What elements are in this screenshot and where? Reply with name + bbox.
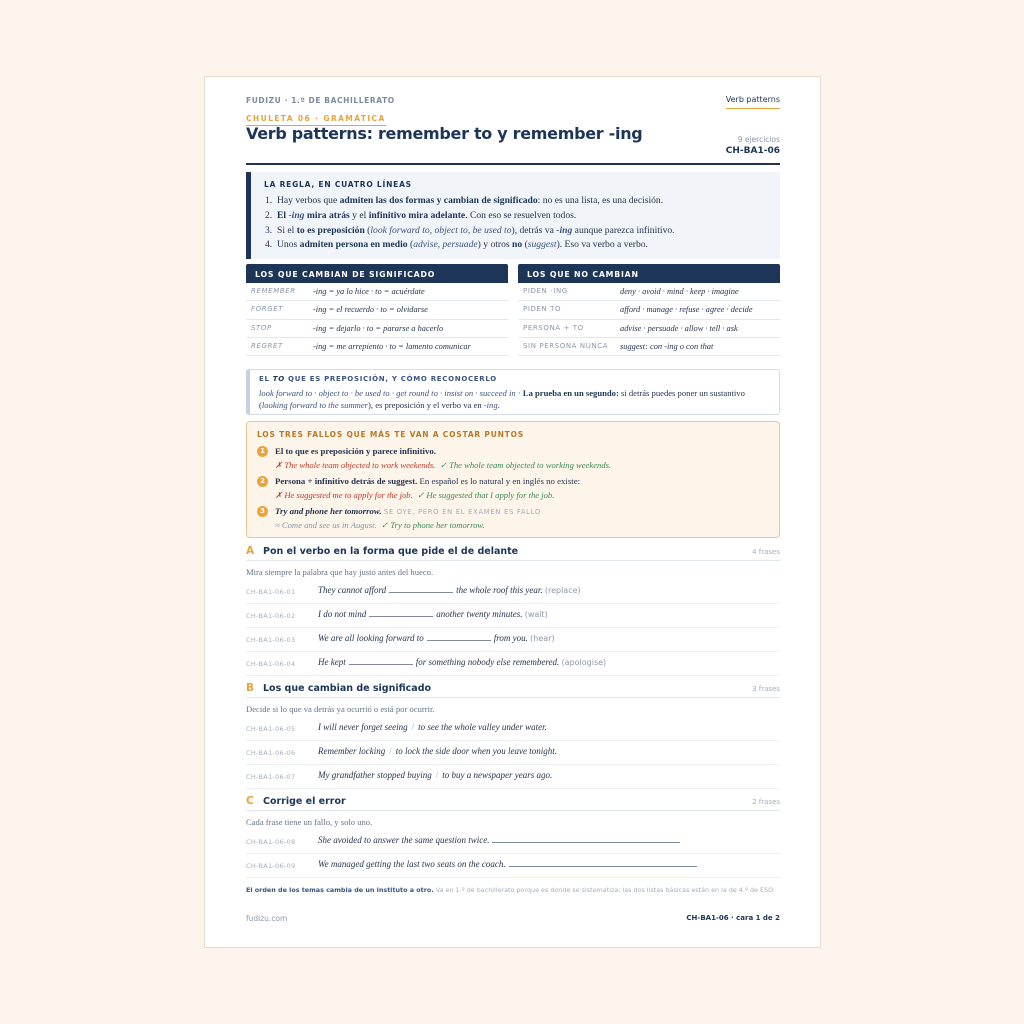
- worksheet-page: [204, 76, 821, 948]
- sheet-code: CH-BA1-06: [725, 146, 780, 156]
- exercise-row: CH-BA1-06-04 He kept for something nobody else remembered. (apologise): [246, 652, 780, 676]
- rule-box: [246, 172, 780, 259]
- topic-link[interactable]: Verb patterns: [726, 95, 780, 109]
- answer-blank[interactable]: [427, 633, 491, 641]
- exercise-row: CH-BA1-06-02 I do not mind another twenty minutes. (wait): [246, 604, 780, 628]
- table-row: PERSONA + TO advise · persuade · allow · tell · ask: [518, 320, 780, 338]
- exercise-row: CH-BA1-06-03 We are all looking forward to from you. (hear): [246, 628, 780, 652]
- number-badge: 3: [257, 506, 268, 517]
- section-a-header: A Pon el verbo en la forma que pide el de delante 4 frases: [246, 545, 780, 561]
- section-c-instructions: Cada frase tiene un fallo, y solo uno.: [246, 817, 373, 827]
- rule-item: 2. El -ing mira atrás y el infinitivo mira adelante. Con eso se resuelven todos.: [265, 209, 577, 221]
- answer-blank[interactable]: [349, 657, 413, 665]
- table-row: SIN PERSONA NUNCA suggest: con -ing o con that: [518, 338, 780, 356]
- footer-site[interactable]: fudizu.com: [246, 914, 288, 923]
- course-meta: FUDIZU · 1.º DE BACHILLERATO: [246, 96, 395, 105]
- table-row: REGRET -ing = me arrepiento · to = lamento comunicar: [246, 338, 508, 356]
- sheet-kicker: CHULETA 06 · GRAMÁTICA: [246, 114, 386, 126]
- exercise-row: CH-BA1-06-09 We managed getting the last two seats on the coach.: [246, 854, 780, 878]
- footer-page-number: CH-BA1-06 · cara 1 de 2: [686, 914, 780, 922]
- preposition-note: [246, 369, 780, 415]
- exercise-row: CH-BA1-06-06 Remember locking / to lock the side door when you leave tonight.: [246, 741, 780, 765]
- table-no-change: [518, 264, 780, 356]
- exercise-row: CH-BA1-06-01 They cannot afford the whole roof this year. (replace): [246, 580, 780, 604]
- rule-list: [265, 194, 675, 253]
- rule-item: 4. Unos admiten persona en medio (advise, persuade) y otros no (suggest). Eso va verbo a verbo.: [265, 239, 648, 251]
- rule-item: 1. Hay verbos que admiten las dos formas y cambian de significado: no es una lista, es una decisión.: [265, 195, 664, 206]
- exercise-count: 9 ejercicios: [737, 135, 780, 144]
- table-heading: LOS QUE CAMBIAN DE SIGNIFICADO: [246, 264, 508, 283]
- header-divider: [246, 163, 780, 165]
- answer-blank[interactable]: [389, 585, 453, 593]
- table-row: STOP -ing = dejarlo · to = pararse a hacerlo: [246, 320, 508, 338]
- table-row: PIDEN TO afford · manage · refuse · agree · decide: [518, 301, 780, 319]
- section-b-instructions: Decide si lo que va detrás ya ocurrió o está por ocurrir.: [246, 704, 435, 714]
- exercise-row: CH-BA1-06-07 My grandfather stopped buying / to buy a newspaper years ago.: [246, 765, 780, 789]
- rule-item: 3. Si el to es preposición (look forward to, object to, be used to), detrás va -ing aunque parezca infinitivo.: [265, 224, 675, 236]
- preposition-heading: EL TO QUE ES PREPOSICIÓN, Y CÓMO RECONOCERLO: [259, 375, 497, 383]
- footer-note: El orden de los temas cambia de un instituto a otro. Va en 1.º de bachillerato porque es donde se sistematiza; las dos listas básicas están en la de 4.º de ESO.: [246, 886, 775, 894]
- answer-blank[interactable]: [492, 835, 680, 843]
- exercise-row: CH-BA1-06-05 I will never forget seeing / to see the whole valley under water.: [246, 717, 780, 741]
- rule-heading: LA REGLA, EN CUATRO LÍNEAS: [264, 180, 412, 189]
- number-badge: 2: [257, 476, 268, 487]
- number-badge: 1: [257, 446, 268, 457]
- table-row: PIDEN -ING deny · avoid · mind · keep · imagine: [518, 283, 780, 301]
- section-b-header: B Los que cambian de significado 3 frases: [246, 682, 780, 698]
- preposition-text: look forward to · object to · be used to · get round to · insist on · succeed in · La prueba en un segundo: si detrás puedes poner un sustantivo (looking forward to the summer), es preposición y el verbo va en -ing.: [259, 388, 745, 410]
- answer-blank[interactable]: [369, 609, 433, 617]
- exercise-row: CH-BA1-06-08 She avoided to answer the same question twice.: [246, 830, 780, 854]
- mistakes-heading: LOS TRES FALLOS QUE MÁS TE VAN A COSTAR PUNTOS: [257, 430, 524, 439]
- table-row: FORGET -ing = el recuerdo · to = olvidarse: [246, 301, 508, 319]
- table-change-meaning: [246, 264, 508, 356]
- table-heading: LOS QUE NO CAMBIAN: [518, 264, 780, 283]
- section-a-instructions: Mira siempre la palabra que hay justo antes del hueco.: [246, 567, 434, 577]
- page-title: Verb patterns: remember to y remember -ing: [246, 124, 643, 143]
- answer-blank[interactable]: [509, 859, 697, 867]
- table-row: REMEMBER -ing = ya lo hice · to = acuérdate: [246, 283, 508, 301]
- common-mistakes-box: LOS TRES FALLOS QUE MÁS TE VAN A COSTAR PUNTOS 1 El to que es preposición y parece infinitivo. ✗ The whole team objected to work weekends. ✓ The whole team objected to working weekends. 2 Persona + infinitivo detrás de suggest. En español es lo natural y en inglés no existe: ✗ He suggested me to apply for the job. ✓ He suggested that I apply for the job. 3 Try and phone her tomorrow. SE OYE, PERO EN EL EXAMEN ES FALLO ≈ Come and see us in August. ✓ Try to phone her tomorrow.: [246, 421, 780, 538]
- section-c-header: C Corrige el error 2 frases: [246, 795, 780, 811]
